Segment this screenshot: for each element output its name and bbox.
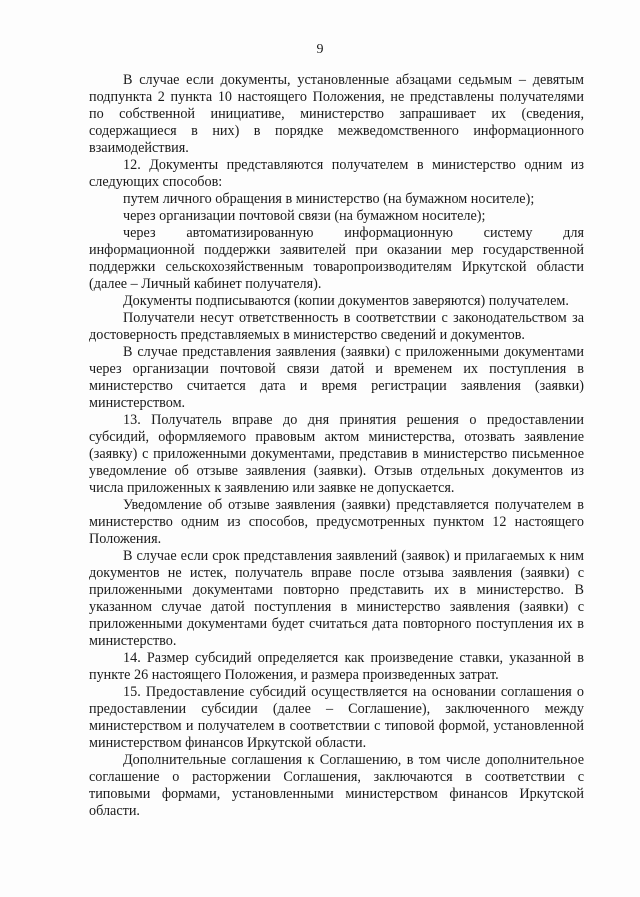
paragraph-agreement: 15. Предоставление субсидий осуществляется на основании соглашения о предоставлении субсидии (далее – Соглашение), заключенного между министерством и получателем в соответствии с типовой формой, установленной министерством финансов Иркутской области. [89,684,584,751]
page-number: 9 [316,42,324,57]
paragraph-postal-date: В случае представления заявления (заявки) с приложенными документами через организации почтовой связи датой и временем их поступления в министерство считается дата и время регистрации заявления (заявки) министерством. [89,344,584,411]
paragraph-additional-agreements: Дополнительные соглашения к Соглашению, в том числе дополнительное соглашение о расторжении Соглашения, заключаются в соответствии с типовыми формами, установленными министерством финансов Иркутской области. [89,752,584,819]
paragraph-signing: Документы подписываются (копии документов заверяются) получателем. [123,293,569,309]
paragraph-subsidy-amount: 14. Размер субсидий определяется как произведение ставки, указанной в пункте 26 настоящего Положения, и размера произведенных затрат. [89,650,584,683]
document-body [89,72,584,820]
list-item-online-system: через автоматизированную информационную систему для информационной поддержки заявителей при оказании мер государственной поддержки сельскохозяйственным товаропроизводителям Иркутской области (далее – Личный кабинет получателя). [89,225,584,292]
paragraph-documents-request: В случае если документы, установленные абзацами седьмым – девятым подпункта 2 пункта 10 настоящего Положения, не представлены получателями по собственной инициативе, министерство запрашивает их (сведения, содержащиеся в них) в порядке межведомственного информационного взаимодействия. [89,72,584,156]
paragraph-responsibility: Получатели несут ответственность в соответствии с законодательством за достоверность представляемых в министерство сведений и документов. [89,310,584,343]
paragraph-withdrawal: 13. Получатель вправе до дня принятия решения о предоставлении субсидий, оформляемого правовым актом министерства, отозвать заявление (заявку) с приложенными документами, представив в министерство письменное уведомление об отзыве заявления (заявки). Отзыв отдельных документов из числа приложенных к заявлению или заявке не допускается. [89,412,584,496]
paragraph-submission-methods: 12. Документы представляются получателем в министерство одним из следующих способов: [89,157,584,190]
paragraph-withdrawal-notice: Уведомление об отзыве заявления (заявки) представляется получателем в министерство одним из способов, предусмотренных пунктом 12 настоящего Положения. [89,497,584,547]
list-item-in-person: путем личного обращения в министерство (на бумажном носителе); [123,191,535,207]
list-item-postal: через организации почтовой связи (на бумажном носителе); [123,208,486,224]
paragraph-resubmission: В случае если срок представления заявлений (заявок) и прилагаемых к ним документов не истек, получатель вправе после отзыва заявления (заявки) с приложенными документами повторно представить их в министерство. В указанном случае датой поступления в министерство заявления (заявки) с приложенными документами будет считаться дата повторного поступления их в министерство. [89,548,584,649]
